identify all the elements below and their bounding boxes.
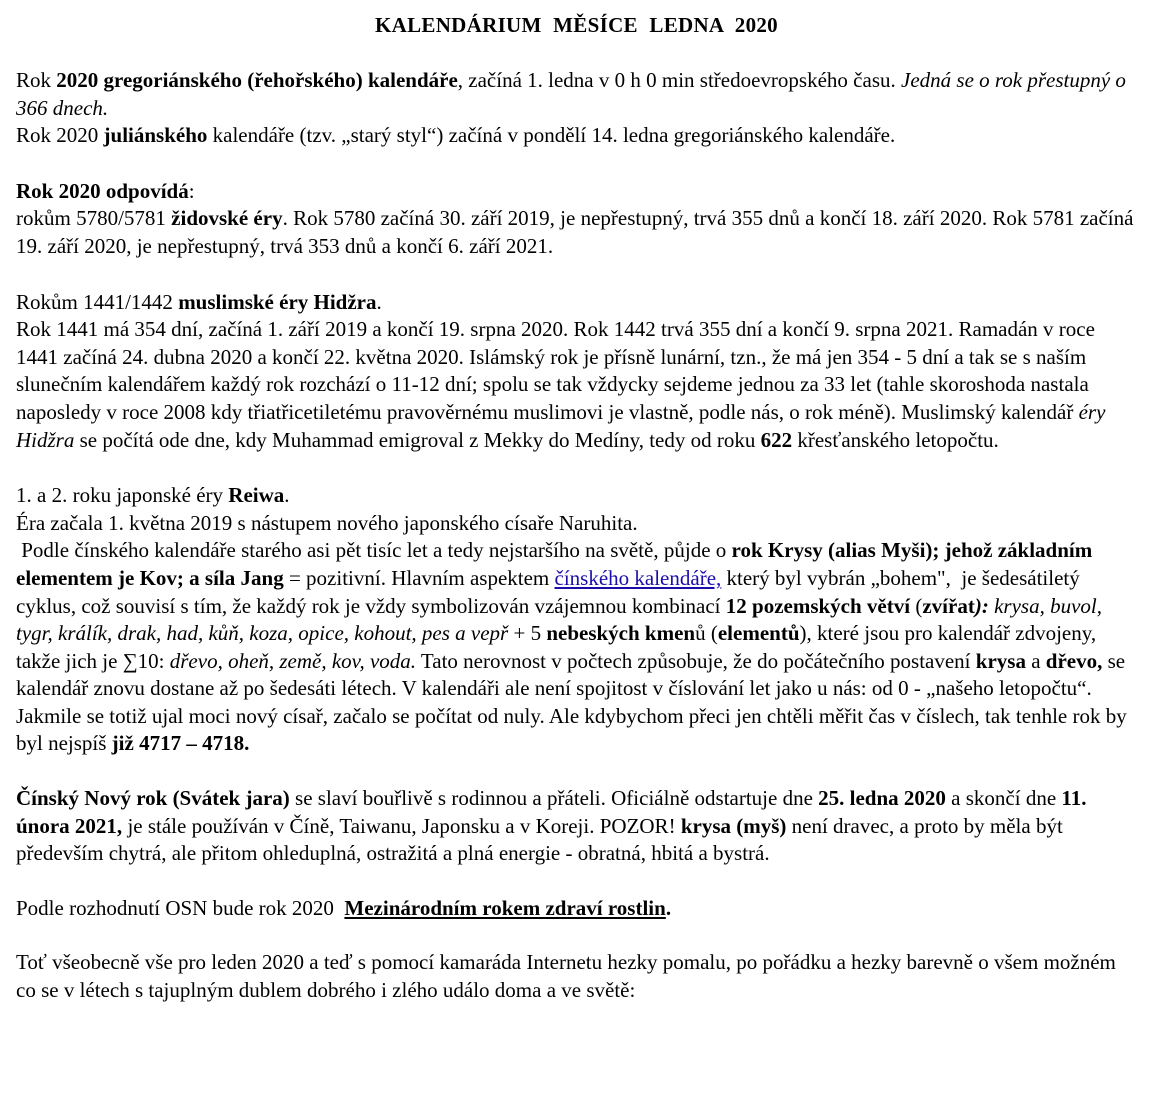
paragraph-gregorian: Rok 2020 gregoriánského (řehořského) kalendáře, začíná 1. ledna v 0 h 0 min středoevropského času. Jedná se o rok přestupný o 366 dnech.: [16, 68, 1126, 120]
paragraph-chinese-calendar: Podle čínského kalendáře starého asi pět tisíc let a tedy nejstaršího na světě, půjde o rok Krysy (alias Myši); jehož základním elementem je Kov; a síla Jang = pozitivní. Hlavním aspektem čínského kalendáře, který byl vybrán „bohem", je šedesátiletý cyklus, což souvisí s tím, že každý rok je vždy symbolizován vzájemnou kombinací 12 pozemských větví (zvířat): krysa, buvol, tygr, králík, drak, had, kůň, koza, opice, kohout, pes a vepř + 5 nebeských kmenů (elementů), které jsou pro kalendář zdvojeny, takže jich je ∑10: dřevo, oheň, země, kov, voda. Tato nerovnost v počtech způsobuje, že do počátečního postavení krysa a dřevo, se kalendář znovu dostane až po šedesáti létech. V kalendáři ale není spojitost v číslování let jako u nás: od 0 - „našeho letopočtu“. Jakmile se totiž ujal moci nový císař, začalo se počítat od nuly. Ale kdybychom přeci jen chtěli měřit čas v číslech, tak tenhle rok by byl nejspíš již 4717 – 4718.: [16, 538, 1132, 756]
paragraph-japanese-era-heading: 1. a 2. roku japonské éry Reiwa.: [16, 483, 290, 508]
paragraph-un-year: Podle rozhodnutí OSN bude rok 2020 Mezinárodním rokem zdraví rostlin.: [16, 895, 672, 920]
paragraph-muslim-era-heading: Rokům 1441/1442 muslimské éry Hidžra.: [16, 289, 382, 314]
document-title: KALENDÁRIUM MĚSÍCE LEDNA 2020: [375, 13, 778, 37]
paragraph-closing: Toť všeobecně vše pro leden 2020 a teď s pomocí kamaráda Internetu hezky pomalu, po pořádku a hezky barevně o všem možném co se v létech s tajuplným dublem dobrého i zlého událo doma a ve světě:: [16, 950, 1116, 1003]
paragraph-corresponds-heading: Rok 2020 odpovídá:: [16, 178, 195, 203]
chinese-calendar-link[interactable]: čínského kalendáře,: [554, 565, 722, 590]
paragraph-japanese-era: Éra začala 1. května 2019 s nástupem nového japonského císaře Naruhita.: [16, 510, 638, 535]
paragraph-muslim-era: Rok 1441 má 354 dní, začíná 1. září 2019 a končí 19. srpna 2020. Rok 1442 trvá 355 dní a končí 9. srpna 2021. Ramadán v roce 1441 začíná 24. dubna 2020 a končí 22. května 2020. Islámský rok je přísně lunární, tzn., že má jen 354 - 5 dní a tak se s naším slunečním kalendářem každý rok rozchází o 11-12 dní; spolu se tak vždycky sejdeme jednou za 33 let (tahle skoroshoda nastala naposledy v roce 2008 kdy třiatřicetiletému pravověrnému muslimovi je vlastně, podle nás, o rok méně). Muslimský kalendář éry Hidžra se počítá ode dne, kdy Muhammad emigroval z Mekky do Medíny, tedy od roku 622 křesťanského letopočtu.: [16, 317, 1106, 452]
paragraph-chinese-new-year: Čínský Nový rok (Svátek jara) se slaví bouřlivě s rodinnou a přáteli. Oficiálně odstartuje dne 25. ledna 2020 a skončí dne 11. února 2021, je stále používán v Číně, Taiwanu, Japonsku a v Koreji. POZOR! krysa (myš) není dravec, a proto by měla být především chytrá, ale přitom ohleduplná, ostražitá a plná energie - obratná, hbitá a bystrá.: [16, 786, 1087, 866]
un-year-title: Mezinárodním rokem zdraví rostlin: [344, 895, 666, 920]
paragraph-julian: Rok 2020 juliánského kalendáře (tzv. „starý styl“) začíná v pondělí 14. ledna gregoriánského kalendáře.: [16, 123, 896, 148]
paragraph-jewish-era: rokům 5780/5781 židovské éry. Rok 5780 začíná 30. září 2019, je nepřestupný, trvá 355 dnů a končí 18. září 2020. Rok 5781 začíná 19. září 2020, je nepřestupný, trvá 353 dnů a končí 6. září 2021.: [16, 206, 1134, 258]
